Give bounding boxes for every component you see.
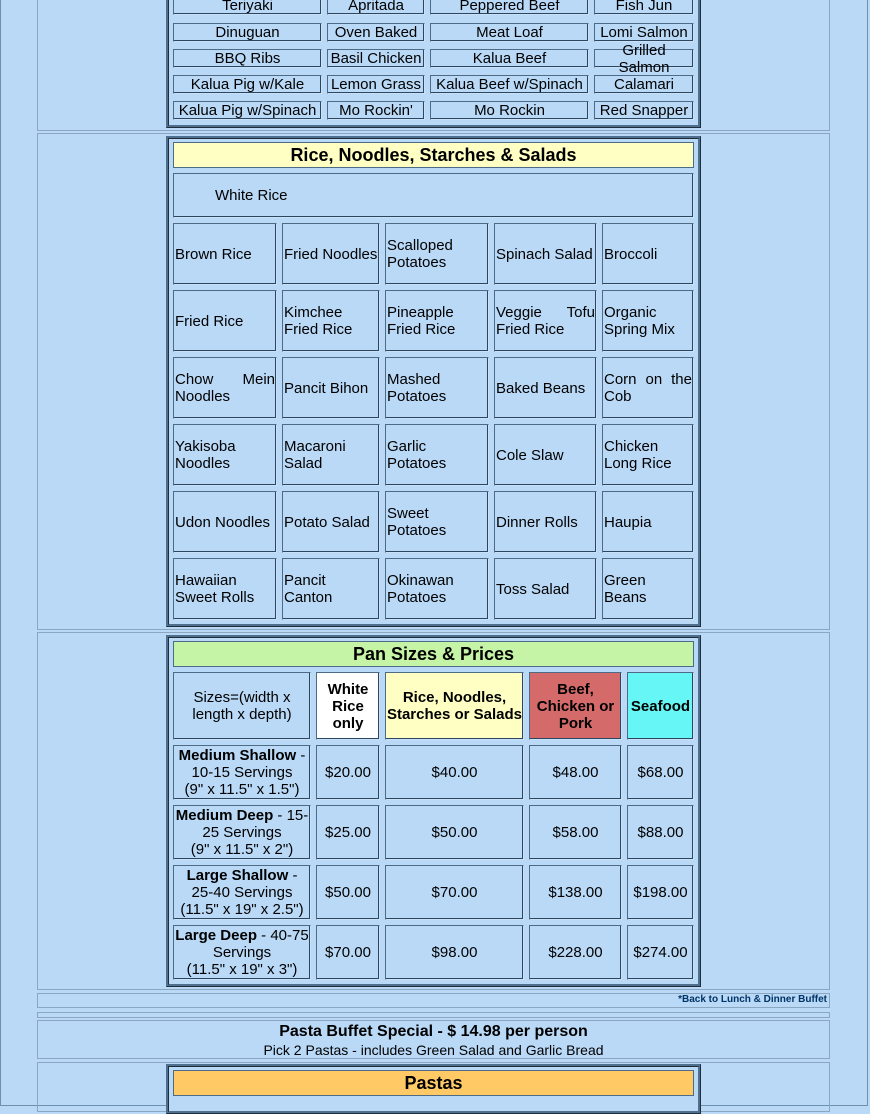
protein-item: Kalua Pig w/Spinach — [173, 101, 322, 120]
pan-size-dimensions: (11.5" x 19" x 3") — [186, 961, 298, 978]
protein-item: Kalua Beef w/Spinach — [430, 75, 589, 94]
price-beef-chicken-pork: $48.00 — [529, 745, 622, 800]
price-rice-noodles: $40.00 — [385, 745, 524, 800]
pan-size-dimensions: (9" x 11.5" x 2") — [190, 841, 294, 858]
price-rice-noodles: $70.00 — [385, 865, 524, 920]
price-seafood: $88.00 — [627, 805, 694, 860]
pasta-special-subtitle: Pick 2 Pastas - includes Green Salad and Garlic Bread — [263, 1042, 604, 1058]
starch-item: Mashed Potatoes — [385, 357, 489, 419]
starch-item: Fried Noodles — [282, 223, 380, 285]
beef-header: Beef, Chicken or Pork — [529, 672, 622, 740]
starch-item: Haupia — [602, 491, 694, 553]
price-beef-chicken-pork: $138.00 — [529, 865, 622, 920]
protein-item: Grilled Salmon — [594, 49, 694, 68]
starch-item: Fried Rice — [173, 290, 277, 352]
starch-item: Organic Spring Mix — [602, 290, 694, 352]
back-to-buffet-link[interactable]: *Back to Lunch & Dinner Buffet — [678, 994, 827, 1005]
price-white-rice: $25.00 — [316, 805, 380, 860]
spacer-row — [37, 1012, 830, 1018]
white-rice-header: White Rice only — [316, 672, 380, 740]
protein-item: Teriyaki — [173, 0, 322, 15]
white-rice-item: White Rice — [173, 173, 694, 218]
starch-item: Hawaiian Sweet Rolls — [173, 558, 277, 620]
sizes-header: Sizes=(width x length x depth) — [173, 672, 311, 740]
protein-item: Dinuguan — [173, 23, 322, 42]
pan-size-name: Medium Shallow — [178, 747, 297, 764]
starch-item: Chicken Long Rice — [602, 424, 694, 486]
protein-item: Oven Baked — [327, 23, 425, 42]
price-white-rice: $20.00 — [316, 745, 380, 800]
protein-item: BBQ Ribs — [173, 49, 322, 68]
protein-item: Mo Rockin — [430, 101, 589, 120]
pan-size-servings: - 10-15 Servings — [191, 747, 306, 781]
protein-item: Calamari — [594, 75, 694, 94]
pan-size-name: Medium Deep — [175, 807, 274, 824]
starch-item: Broccoli — [602, 223, 694, 285]
starch-item: Scalloped Potatoes — [385, 223, 489, 285]
protein-item: Kalua Beef — [430, 49, 589, 68]
protein-item: Lemon Grass — [327, 75, 425, 94]
price-beef-chicken-pork: $58.00 — [529, 805, 622, 860]
price-seafood: $68.00 — [627, 745, 694, 800]
pan-size-servings: - 25-40 Servings — [191, 867, 298, 901]
protein-item: Red Snapper — [594, 101, 694, 120]
starch-item: Baked Beans — [494, 357, 597, 419]
pastas-title: Pastas — [173, 1070, 694, 1096]
pan-sizes-title: Pan Sizes & Prices — [173, 641, 694, 667]
starch-item: Brown Rice — [173, 223, 277, 285]
protein-item: Mo Rockin' — [327, 101, 425, 120]
price-seafood: $274.00 — [627, 925, 694, 980]
price-white-rice: $70.00 — [316, 925, 380, 980]
protein-item: Lomi Salmon — [594, 23, 694, 42]
starch-item: Udon Noodles — [173, 491, 277, 553]
starch-item: Corn on the Cob — [602, 357, 694, 419]
pan-size-servings: - 40-75 Servings — [212, 927, 309, 961]
starch-item: Dinner Rolls — [494, 491, 597, 553]
price-white-rice: $50.00 — [316, 865, 380, 920]
starch-item: Pineapple Fried Rice — [385, 290, 489, 352]
pan-size-name: Large Deep — [175, 927, 257, 944]
protein-item: Apritada — [327, 0, 425, 15]
rice-noodles-header: Rice, Noodles, Starches or Salads — [385, 672, 524, 740]
starch-item: Macaroni Salad — [282, 424, 380, 486]
pasta-special-title: Pasta Buffet Special - $ 14.98 per person — [279, 1023, 588, 1040]
back-link-row — [37, 993, 830, 1008]
starch-item: Green Beans — [602, 558, 694, 620]
starch-item: Yakisoba Noodles — [173, 424, 277, 486]
starch-item: Spinach Salad — [494, 223, 597, 285]
starch-item: Pancit Canton — [282, 558, 380, 620]
protein-item: Meat Loaf — [430, 23, 589, 42]
price-rice-noodles: $50.00 — [385, 805, 524, 860]
seafood-header: Seafood — [627, 672, 694, 740]
pan-size-name: Large Shallow — [186, 867, 289, 884]
starch-item: Toss Salad — [494, 558, 597, 620]
starch-item: Veggie Tofu Fried Rice — [494, 290, 597, 352]
protein-item: Peppered Beef — [430, 0, 589, 15]
pan-size-dimensions: (11.5" x 19" x 2.5") — [180, 901, 304, 918]
starch-item: Cole Slaw — [494, 424, 597, 486]
price-rice-noodles: $98.00 — [385, 925, 524, 980]
price-beef-chicken-pork: $228.00 — [529, 925, 622, 980]
starch-item: Potato Salad — [282, 491, 380, 553]
price-seafood: $198.00 — [627, 865, 694, 920]
starch-item: Kimchee Fried Rice — [282, 290, 380, 352]
pan-size-label — [173, 805, 311, 860]
protein-item: Basil Chicken — [327, 49, 425, 68]
pasta-special-row — [37, 1020, 830, 1059]
starch-item: Garlic Potatoes — [385, 424, 489, 486]
pan-size-label — [173, 745, 311, 800]
pan-size-servings: - 15-25 Servings — [202, 807, 309, 841]
pan-size-label — [173, 865, 311, 920]
starch-item: Pancit Bihon — [282, 357, 380, 419]
starch-item: Chow Mein Noodles — [173, 357, 277, 419]
pan-size-dimensions: (9" x 11.5" x 1.5") — [184, 781, 300, 798]
starch-item: Okinawan Potatoes — [385, 558, 489, 620]
starches-title: Rice, Noodles, Starches & Salads — [173, 142, 694, 168]
starch-item: Sweet Potatoes — [385, 491, 489, 553]
pan-size-label — [173, 925, 311, 980]
protein-item: Fish Jun — [594, 0, 694, 15]
protein-item: Kalua Pig w/Kale — [173, 75, 322, 94]
